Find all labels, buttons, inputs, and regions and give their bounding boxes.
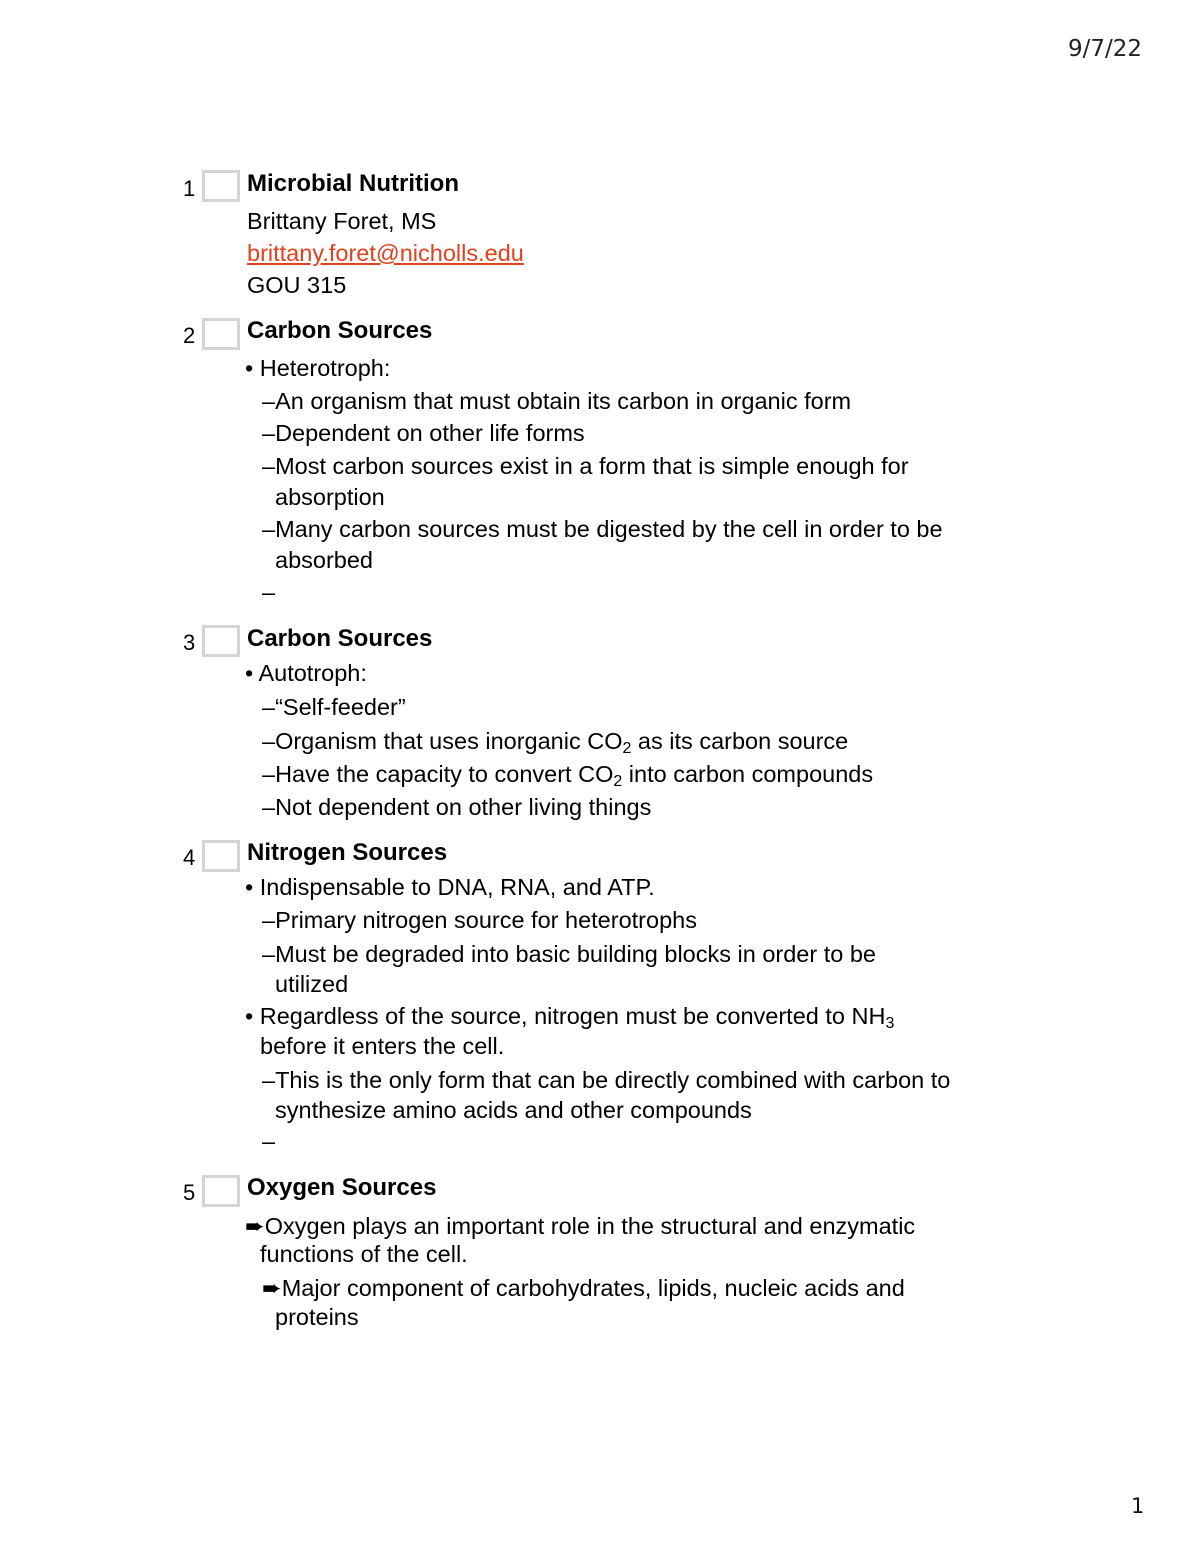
slide-thumbnail[interactable] — [202, 840, 240, 872]
slide-thumbnail[interactable] — [202, 318, 240, 350]
page-number: 1 — [1131, 1494, 1145, 1518]
slide-title: Carbon Sources — [247, 317, 433, 344]
bullet-text: • Autotroph: — [245, 660, 367, 686]
bullet-text: • Heterotroph: — [245, 355, 391, 381]
room-text: GOU 315 — [247, 272, 347, 298]
sub-bullet-text: –Must be degraded into basic building blocks in order to be — [262, 941, 876, 967]
print-date: 9/7/22 — [1068, 36, 1143, 62]
sub-bullet-text: –Many carbon sources must be digested by the cell in order to be — [262, 516, 943, 542]
bullet-text: before it enters the cell. — [260, 1033, 505, 1059]
arrow-sub-bullet-text: ➨Major component of carbohydrates, lipids, nucleic acids and — [262, 1275, 905, 1301]
arrow-bullet-text: functions of the cell. — [260, 1241, 468, 1267]
sub-bullet-text: – — [262, 1128, 276, 1154]
arrow-bullet-text: ➨Oxygen plays an important role in the structural and enzymatic — [245, 1213, 916, 1239]
slide-title: Oxygen Sources — [247, 1174, 437, 1201]
sub-bullet-text: –Have the capacity to convert $CO_2$ into carbon compounds — [262, 761, 874, 790]
sub-bullet-text: –Primary nitrogen source for heterotrophs — [262, 907, 697, 933]
sub-bullet-text: –Most carbon sources exist in a form that is simple enough for — [262, 453, 909, 479]
sub-bullet-text: –An organism that must obtain its carbon in organic form — [262, 388, 852, 414]
sub-bullet-text: synthesize amino acids and other compounds — [275, 1097, 752, 1123]
slide-title: Nitrogen Sources — [247, 839, 448, 866]
sub-bullet-text: –Not dependent on other living things — [262, 794, 652, 820]
sub-bullet-text: –This is the only form that can be directly combined with carbon to — [262, 1067, 951, 1093]
slide-title: Carbon Sources — [247, 625, 433, 652]
email-link[interactable]: brittany.foret@nicholls.edu — [247, 240, 524, 266]
slide-thumbnail[interactable] — [202, 170, 240, 202]
sub-bullet-text: absorbed — [275, 547, 373, 573]
author-name: Brittany Foret, MS — [247, 208, 437, 234]
slide-number: 4 — [183, 845, 196, 870]
sub-bullet-text: –Organism that uses inorganic $CO_2$ as its carbon source — [262, 728, 849, 757]
sub-bullet-text: utilized — [275, 971, 349, 997]
arrow-sub-bullet-text: proteins — [275, 1304, 359, 1330]
slide-number: 5 — [183, 1180, 196, 1205]
slide-thumbnail[interactable] — [202, 1175, 240, 1207]
sub-bullet-text: –Dependent on other life forms — [262, 420, 585, 446]
sub-bullet-text: – — [262, 579, 276, 605]
sub-bullet-text: absorption — [275, 484, 385, 510]
sub-bullet-text: –“Self-feeder” — [262, 694, 406, 720]
slide-thumbnail[interactable] — [202, 625, 240, 657]
slide-number: 1 — [183, 176, 196, 201]
bullet-text: • Indispensable to DNA, RNA, and ATP. — [245, 874, 655, 900]
slide-number: 3 — [183, 630, 196, 655]
slide-number: 2 — [183, 323, 196, 348]
slide-title: Microbial Nutrition — [247, 170, 459, 197]
bullet-text: • Regardless of the source, nitrogen must be converted to $NH_3$ — [245, 1003, 895, 1032]
